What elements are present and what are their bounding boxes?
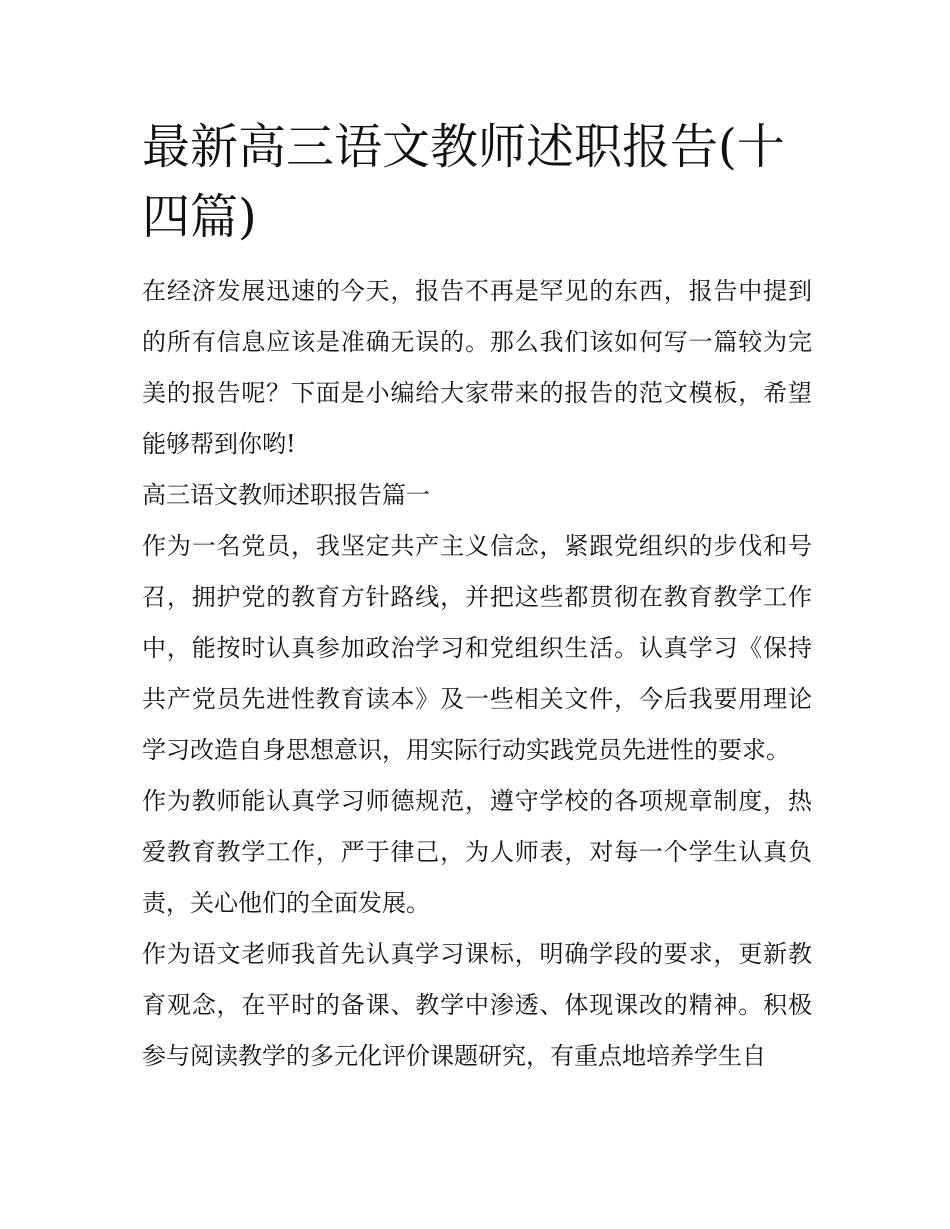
document-body (142, 266, 812, 1082)
paragraph-3: 作为语文老师我首先认真学习课标，明确学段的要求，更新教育观念，在平时的备课、教学中渗透、体现课改的精神。积极参与阅读教学的多元化评价课题研究，有重点地培养学生自 (142, 940, 812, 1070)
paragraph-1: 作为一名党员，我坚定共产主义信念，紧跟党组织的步伐和号召，拥护党的教育方针路线，并把这些都贯彻在教育教学工作中，能按时认真参加政治学习和党组织生活。认真学习《保持共产党员先进性教育读本》及一些相关文件，今后我要用理论学习改造自身思想意识，用实际行动实践党员先进性的要求。 (142, 532, 812, 764)
intro-paragraph: 在经济发展迅速的今天，报告不再是罕见的东西，报告中提到的所有信息应该是准确无误的。那么我们该如何写一篇较为完美的报告呢？下面是小编给大家带来的报告的范文模板，希望能够帮到你哟! (142, 277, 812, 458)
section-heading: 高三语文教师述职报告篇一 (142, 481, 430, 509)
document-title: 最新高三语文教师述职报告(十四篇) (142, 119, 785, 245)
paragraph-2: 作为教师能认真学习师德规范，遵守学校的各项规章制度，热爱教育教学工作，严于律己，为人师表，对每一个学生认真负责，关心他们的全面发展。 (142, 787, 812, 917)
document-content (142, 112, 812, 1082)
